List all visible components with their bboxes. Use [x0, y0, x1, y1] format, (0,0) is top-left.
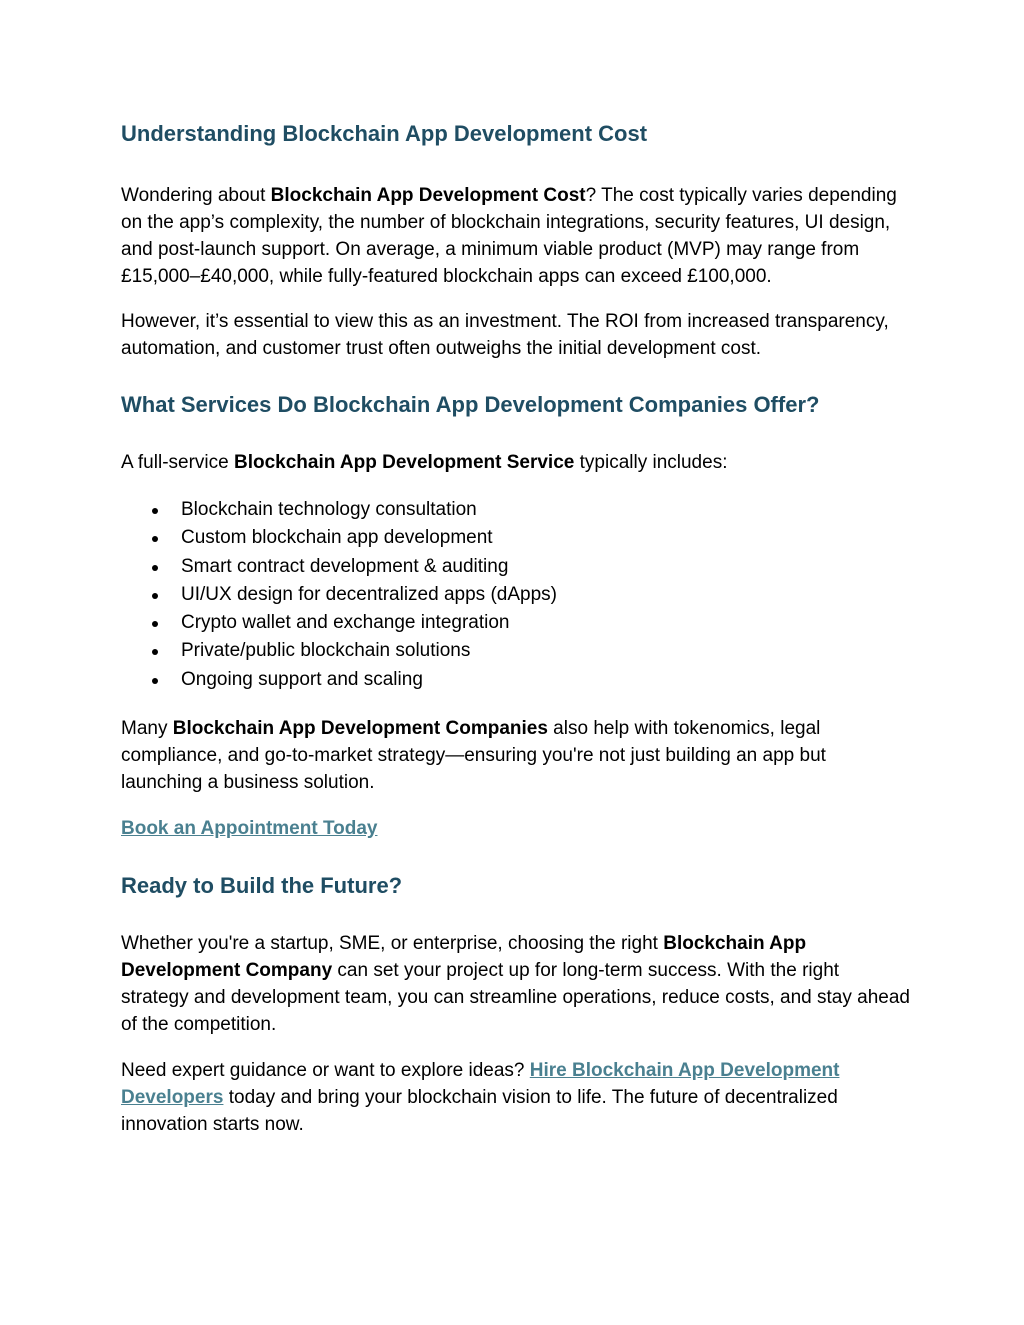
book-appointment-link[interactable]: Book an Appointment Today [121, 818, 378, 840]
list-item-text: Private/public blockchain solutions [181, 640, 471, 662]
list-item-text: Smart contract development & auditing [181, 555, 509, 577]
list-item [152, 524, 911, 552]
paragraph-whether [121, 930, 911, 1038]
services-intro-lead: A full-service [121, 452, 234, 473]
list-item [152, 553, 911, 581]
cost-intro-bold: Blockchain App Development Cost [270, 185, 586, 206]
whether-bold: Blockchain App Development Company [121, 933, 807, 982]
heading-services: What Services Do Blockchain App Development Companies Offer? [121, 392, 820, 417]
list-item-text: Blockchain technology consultation [181, 499, 477, 520]
paragraph-companies [121, 715, 911, 796]
bullet-icon [152, 621, 158, 627]
list-item [152, 609, 911, 637]
list-item-text: Custom blockchain app development [181, 527, 493, 549]
document-page [121, 112, 911, 1138]
list-item [152, 666, 911, 694]
cost-intro-rest: ? The cost typically varies depending on the app’s complexity, the number of blockchain integrations, security features, UI design, and post-launch support. On average, a minimum viable product (MVP) may range from £15,000–£40,000, while fully-featured blockchain apps can exceed £100,000. [121, 185, 897, 287]
paragraph-book [121, 815, 911, 842]
need-rest: today and bring your blockchain vision to life. The future of decentralized innovation starts now. [121, 1087, 838, 1136]
bullet-icon [152, 678, 158, 684]
whether-lead: Whether you're a startup, SME, or enterprise, choosing the right [121, 933, 664, 955]
services-intro-bold: Blockchain App Development Service [233, 452, 575, 473]
companies-bold: Blockchain App Development Companies [172, 718, 548, 740]
cost-intro-lead: Wondering about [121, 185, 271, 206]
paragraph-investment: However, it’s essential to view this as an investment. The ROI from increased transparency, automation, and customer trust often outweighs the initial development cost. [121, 311, 889, 359]
bullet-icon [152, 508, 158, 514]
paragraph-cost-intro [121, 182, 911, 290]
companies-rest: also help with tokenomics, legal compliance, and go-to-market strategy—ensuring you're not just building an app but launching a business solution. [121, 718, 826, 794]
need-lead: Need expert guidance or want to explore ideas? [121, 1060, 530, 1082]
paragraph-need-guidance [121, 1057, 911, 1138]
list-item-text: UI/UX design for decentralized apps (dApps) [181, 583, 557, 605]
bullet-icon [152, 536, 158, 542]
bullet-icon [152, 649, 158, 655]
list-item [152, 496, 911, 524]
bullet-icon [152, 565, 158, 571]
list-item [152, 581, 911, 609]
hire-developers-link[interactable]: Hire Blockchain App Development Developers [121, 1060, 840, 1109]
list-item [152, 637, 911, 665]
list-item-text: Ongoing support and scaling [181, 668, 423, 690]
bullet-icon [152, 593, 158, 599]
paragraph-services-intro [121, 449, 911, 476]
heading-development-cost: Understanding Blockchain App Development Cost [121, 121, 648, 146]
companies-lead: Many [121, 718, 173, 740]
services-intro-rest: typically includes: [574, 452, 728, 473]
list-item-text: Crypto wallet and exchange integration [181, 612, 510, 634]
whether-rest: can set your project up for long-term success. With the right strategy and development team, you can streamline operations, reduce costs, and stay ahead of the competition. [121, 960, 910, 1036]
services-list [121, 496, 911, 694]
heading-ready: Ready to Build the Future? [121, 873, 403, 899]
